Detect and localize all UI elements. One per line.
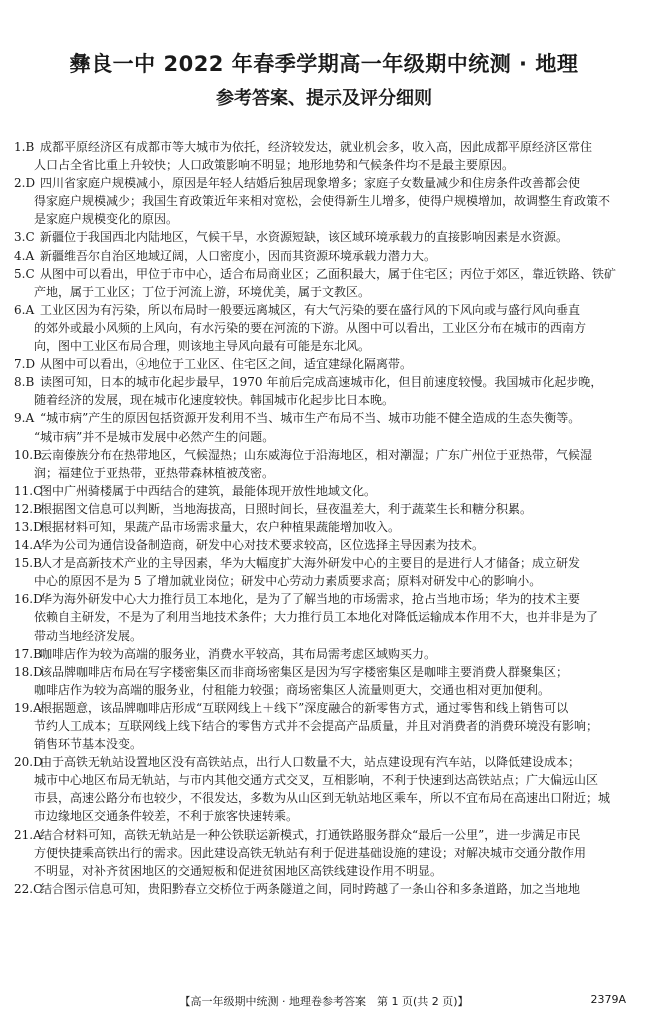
answer-text: 从图中可以看出，④地位于工业区、住宅区之间，适宜建绿化隔离带。 — [40, 357, 413, 372]
answer-text: 由于高铁无轨站设置地区没有高铁站点，出行人口数量不大，站点建设现有汽车站，以降低建设成本； — [40, 755, 581, 770]
answer-continuation-line — [14, 210, 636, 228]
answer-text: 依赖自主研发，不是为了利用当地技术条件；大力推行员工本地化对降低运输成本作用不大，也并非是为了 — [34, 610, 599, 625]
answer-text: 根据题意，该品牌咖啡店形成“互联网线上＋线下”深度融合的新零售方式，通过零售和线上销售可以 — [40, 700, 569, 715]
answer-text: 人才是高新技术产业的主导因素，华为大幅度扩大海外研发中心的主要目的是进行人才储备；成立研发 — [40, 556, 581, 571]
answer-number: 20.D — [14, 755, 43, 770]
answer-continuation-line — [14, 319, 636, 337]
answer-continuation-line — [14, 283, 636, 301]
answer-text: 云南傣族分布在热带地区，气候湿热；山东威海位于沿海地区，相对潮湿；广东广州位于亚热带，气候湿 — [40, 447, 593, 462]
answer-item — [14, 536, 636, 554]
answer-text: 的郊外或最小风频的上风向，有水污染的要在河流的下游。从图中可以看出，工业区分布在城市的西南方 — [34, 320, 587, 335]
answer-item — [14, 880, 636, 898]
answer-number: 3.C — [14, 230, 35, 245]
answer-text: 人口占全省比重上升较快；人口政策影响不明显；地形地势和气候条件均不是最主要原因。 — [34, 158, 515, 173]
answer-number: 21.A — [14, 827, 42, 842]
answer-item — [14, 265, 636, 301]
answer-continuation-line — [14, 156, 636, 174]
answer-text: 是家庭户规模变化的原因。 — [34, 212, 179, 227]
answer-continuation-line — [14, 337, 636, 355]
answer-first-line — [14, 880, 636, 898]
answer-first-line — [14, 247, 636, 265]
answer-first-line — [14, 500, 636, 518]
footer-code: 2379A — [590, 993, 626, 1006]
answer-number: 17.B — [14, 646, 42, 661]
answer-continuation-line — [14, 862, 636, 880]
answer-item — [14, 446, 636, 482]
footer-text: 【高一年级期中统测 · 地理卷参考答案 第 1 页(共 2 页)】 — [179, 995, 469, 1008]
answer-text: 新疆维吾尔自治区地域辽阔，人口密度小，因而其资源环境承载力潜力大。 — [40, 248, 437, 263]
answer-first-line — [14, 518, 636, 536]
answer-continuation-line — [14, 717, 636, 735]
answer-continuation-line — [14, 681, 636, 699]
answer-item — [14, 482, 636, 500]
answer-number: 9.A — [14, 411, 35, 426]
answer-text: 润；福建位于亚热带，亚热带森林植被茂密。 — [34, 465, 275, 480]
answer-item — [14, 645, 636, 663]
answer-first-line — [14, 753, 636, 771]
answer-number: 14.A — [14, 538, 42, 553]
answer-text: 咖啡店作为较为高端的服务业，消费水平较高，其布局需考虑区域购买力。 — [40, 646, 437, 661]
answer-text: 工业区因为有污染，所以布局时一般要远离城区，有大气污染的要在盛行风的下风向或与盛行风向垂直 — [40, 302, 581, 317]
answer-number: 6.A — [14, 302, 35, 317]
page-title: 彝良一中 2022 年春季学期高一年级期中统测 · 地理 — [69, 52, 579, 76]
answer-text: 读图可知，日本的城市化起步最早，1970 年前后完成高速城市化，但目前速度较慢。我国城市化起步晚， — [40, 375, 603, 390]
answer-first-line — [14, 301, 636, 319]
answer-text: 销售环节基本没变。 — [34, 737, 143, 752]
answer-item — [14, 699, 636, 753]
answer-text: 图中广州骑楼属于中西结合的建筑，最能体现开放性地域文化。 — [40, 483, 377, 498]
answer-text: “城市病”产生的原因包括资源开发利用不当、城市生产布局不当、城市功能不健全造成的生态失衡等。 — [40, 411, 581, 426]
answer-text: “城市病”并不是城市发展中必然产生的问题。 — [34, 429, 275, 444]
answer-number: 11.C — [14, 483, 43, 498]
answer-continuation-line — [14, 789, 636, 807]
answer-text: 带动当地经济发展。 — [34, 628, 143, 643]
answer-text: 华为海外研发中心大力推行员工本地化，是为了了解当地的市场需求，抢占当地市场；华为的技术主要 — [40, 592, 581, 607]
answer-text: 四川省家庭户规模减小，原因是年轻人结婚后独居现象增多；家庭子女数量减少和住房条件改善都会使 — [40, 176, 581, 191]
answer-continuation-line — [14, 608, 636, 626]
answer-item — [14, 409, 636, 445]
answer-item — [14, 590, 636, 644]
answer-first-line — [14, 536, 636, 554]
answer-text: 根据材料可知，果蔬产品市场需求量大，农户种植果蔬能增加收入。 — [40, 519, 401, 534]
answer-text: 结合材料可知，高铁无轨站是一种公铁联运新模式，打通铁路服务群众“最后一公里”，进一步满足市民 — [40, 827, 581, 842]
answer-text: 该品牌咖啡店布局在写字楼密集区而非商场密集区是因为写字楼密集区是咖啡主要消费人群聚集区； — [40, 664, 569, 679]
answer-item — [14, 500, 636, 518]
answer-number: 12.B — [14, 501, 42, 516]
answer-first-line — [14, 645, 636, 663]
answer-text: 从图中可以看出，甲位于市中心，适合布局商业区；乙面积最大，属于住宅区；丙位于郊区，靠近铁路、铁矿 — [40, 266, 617, 281]
answer-continuation-line — [14, 464, 636, 482]
answer-number: 13.D — [14, 519, 43, 534]
answer-text: 成都平原经济区有成都市等大城市为依托，经济较发达，就业机会多，收入高，因此成都平原经济区常住 — [40, 140, 593, 154]
answer-first-line — [14, 446, 636, 464]
answer-continuation-line — [14, 771, 636, 789]
answer-number: 5.C — [14, 266, 35, 281]
answer-number: 19.A — [14, 700, 42, 715]
answer-item — [14, 826, 636, 880]
answer-text: 咖啡店作为较为高端的服务业，付租能力较强；商场密集区人流量则更大，交通也相对更加便利。 — [34, 682, 551, 697]
answer-item — [14, 518, 636, 536]
answer-list — [14, 138, 636, 898]
answer-number: 10.B — [14, 447, 42, 462]
answer-first-line — [14, 409, 636, 427]
answer-text: 城市中心地区布局无轨站，与市内其他交通方式交叉，互相影响，不利于快速到达高铁站点；广大偏远山区 — [34, 773, 599, 788]
answer-item — [14, 301, 636, 355]
answer-text: 向，图中工业区布局合理，则该地主导风向最有可能是东北风。 — [34, 339, 371, 354]
answer-number: 18.D — [14, 664, 43, 679]
answer-text: 根据图文信息可以判断，当地海拔高，日照时间长，昼夜温差大，利于蔬菜生长和糖分积累。 — [40, 501, 533, 516]
answer-first-line — [14, 265, 636, 283]
answer-first-line — [14, 699, 636, 717]
answer-text: 随着经济的发展，现在城市化速度较快。韩国城市化起步比日本晚。 — [34, 393, 395, 408]
answer-item — [14, 373, 636, 409]
answer-item — [14, 247, 636, 265]
answer-item — [14, 174, 636, 228]
answer-text: 中心的原因不是为 5 了增加就业岗位；研发中心劳动力素质要求高；原料对研发中心的影响小。 — [34, 574, 542, 589]
answer-number: 2.D — [14, 176, 36, 191]
answer-item — [14, 753, 636, 825]
answer-first-line — [14, 373, 636, 391]
answer-continuation-line — [14, 428, 636, 446]
answer-continuation-line — [14, 735, 636, 753]
answer-text: 新疆位于我国西北内陆地区，气候干旱，水资源短缺，该区域环境承载力的直接影响因素是水资源。 — [40, 230, 569, 245]
answer-first-line — [14, 228, 636, 246]
answer-text: 市边缘地区交通条件较差，不利于旅客快速转乘。 — [34, 809, 299, 824]
answer-first-line — [14, 174, 636, 192]
answer-item — [14, 228, 636, 246]
answer-number: 22.C — [14, 881, 43, 896]
answer-number: 8.B — [14, 375, 35, 390]
answer-first-line — [14, 355, 636, 373]
answer-continuation-line — [14, 391, 636, 409]
answer-text: 市县，高速公路分布也较少，不很发达，多数为从山区到无轨站地区乘车，所以不宜布局在高速出口附近；城 — [34, 791, 611, 806]
answer-item — [14, 355, 636, 373]
answer-number: 7.D — [14, 357, 36, 372]
answer-item — [14, 554, 636, 590]
answer-item — [14, 138, 636, 174]
answer-number: 15.B — [14, 556, 42, 571]
answer-number: 4.A — [14, 248, 35, 263]
answer-first-line — [14, 554, 636, 572]
answer-continuation-line — [14, 192, 636, 210]
answer-text: 不明显，对补齐贫困地区的交通短板和促进贫困地区高铁线建设作用不明显。 — [34, 863, 443, 878]
answer-first-line — [14, 663, 636, 681]
answer-first-line — [14, 826, 636, 844]
answer-number: 16.D — [14, 592, 43, 607]
answer-number: 1.B — [14, 140, 35, 154]
answer-text: 结合图示信息可知，贵阳黔春立交桥位于两条隧道之间，同时跨越了一条山谷和多条道路，加之当地地 — [40, 881, 581, 896]
answer-text: 华为公司为通信设备制造商，研发中心对技术要求较高，区位选择主导因素为技术。 — [40, 538, 485, 553]
answer-continuation-line — [14, 807, 636, 825]
answer-item — [14, 663, 636, 699]
page-subtitle: 参考答案、提示及评分细则 — [216, 88, 432, 109]
answer-continuation-line — [14, 627, 636, 645]
answer-continuation-line — [14, 572, 636, 590]
answer-continuation-line — [14, 844, 636, 862]
answer-first-line — [14, 482, 636, 500]
answer-text: 节约人工成本；互联网线上线下结合的零售方式并不会提高产品质量，并且对消费者的消费环境没有影响； — [34, 719, 599, 733]
answer-text: 方便快捷乘高铁出行的需求。因此建设高铁无轨站有利于促进基础设施的建设；对解决城市交通分散作用 — [34, 845, 587, 860]
answer-first-line — [14, 138, 636, 156]
answer-first-line — [14, 590, 636, 608]
answer-text: 得家庭户规模减少；我国生育政策近年来相对宽松，会使得新生儿增多，使得户规模增加，故调整生育政策不 — [34, 194, 611, 209]
answer-text: 产地，属于工业区；丁位于河流上游，环境优美，属于文教区。 — [34, 284, 371, 299]
